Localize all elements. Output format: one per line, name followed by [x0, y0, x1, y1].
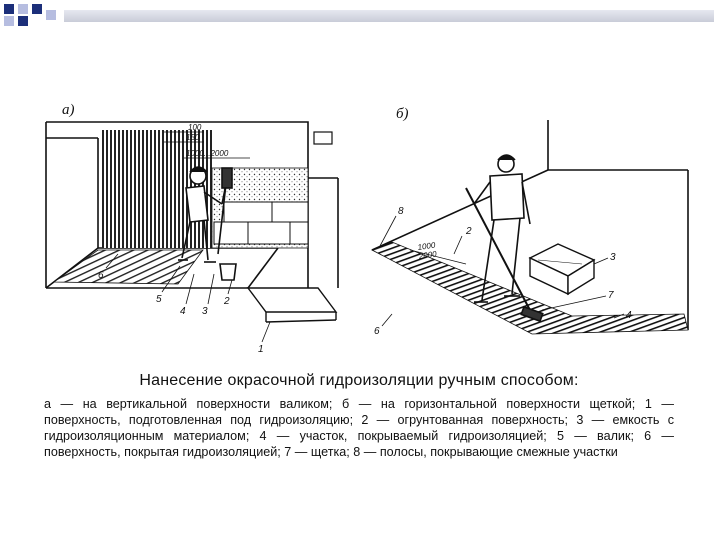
block-wall [214, 202, 308, 244]
callout-3: 3 [202, 306, 208, 317]
callout-6: 6 [98, 270, 104, 281]
callout-3: 3 [610, 252, 616, 263]
panel-label-a: а) [62, 102, 75, 118]
foundation-step [248, 288, 336, 322]
material-container [530, 244, 594, 294]
deco-square [32, 4, 42, 14]
callout-7: 7 [608, 290, 614, 301]
caption-body: а — на вертикальной поверхности валиком; б — на горизонтальной поверхности щеткой; 1 — поверхность, подготовленная под гидроизоляцию; 2 — огрунтованная поверхность; 3 — емкость с гидроизоляционным материалом; 4 — участок, покрываемый гидроизоляцией; 5 — валик; 6 — поверхность, покрытая гидроизоляцией; 7 — щетка; 8 — полосы, покрывающие смежные участки [44, 397, 674, 459]
figure-caption [44, 372, 674, 460]
callout-4: 4 [626, 310, 632, 321]
figure-a-vertical-roller [18, 98, 358, 358]
callout-1: 1 [258, 344, 264, 355]
callout-4: 4 [180, 306, 186, 317]
dimension-3: 1000...2000 [186, 149, 229, 158]
callout-8: 8 [398, 206, 404, 217]
callout-2: 2 [224, 296, 230, 307]
callout-5: 5 [156, 294, 162, 305]
caption-title: Нанесение окрасочной гидроизоляции ручным способом: [139, 372, 579, 389]
slide-decoration-bar [0, 0, 720, 26]
deco-square [4, 16, 14, 26]
deco-square [46, 10, 56, 20]
deco-stripe [64, 10, 714, 22]
deco-square [18, 16, 28, 26]
deco-square [18, 4, 28, 14]
wall-sign [314, 132, 332, 144]
dimension-2: 150 [186, 133, 200, 142]
callout-6: 6 [374, 326, 380, 337]
callout-2: 2 [466, 226, 472, 237]
dimension-value: 10002000 [417, 240, 438, 261]
coated-floor [54, 250, 203, 284]
dimension-1: 100 [188, 123, 202, 132]
figure-b-horizontal-brush [362, 104, 702, 354]
panel-label-b: б) [396, 106, 409, 122]
deco-square [4, 4, 14, 14]
